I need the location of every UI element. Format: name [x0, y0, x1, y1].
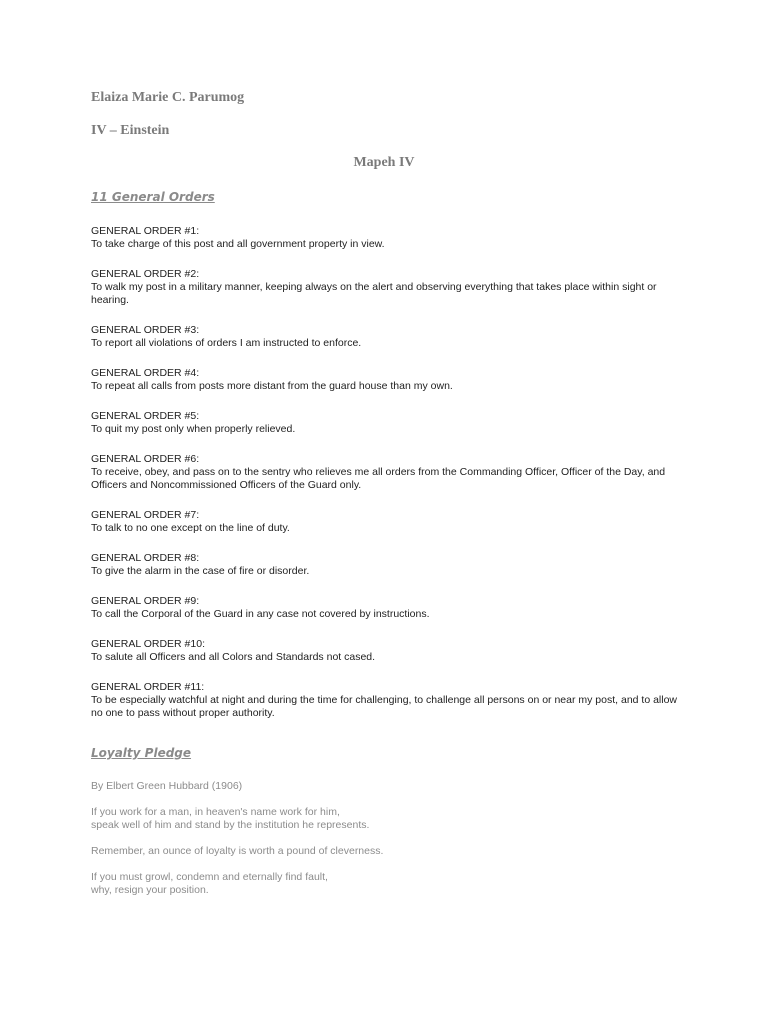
pledge-paragraph-3 — [91, 871, 681, 897]
order-title: GENERAL ORDER #9: — [91, 595, 200, 607]
general-order-10 — [91, 638, 681, 664]
order-text: To repeat all calls from posts more distant from the guard house than my own. — [91, 380, 453, 392]
order-title: GENERAL ORDER #8: — [91, 552, 200, 564]
order-title: GENERAL ORDER #1: — [91, 225, 200, 237]
general-order-5 — [91, 410, 681, 436]
order-text: To be especially watchful at night and during the time for challenging, to challenge all persons on or near my post, and to allow no one to pass without proper authority. — [91, 694, 678, 719]
pledge-paragraph-2: Remember, an ounce of loyalty is worth a pound of cleverness. — [91, 845, 384, 857]
order-title: GENERAL ORDER #6: — [91, 453, 200, 465]
pledge-line: If you work for a man, in heaven's name work for him, — [91, 806, 340, 818]
general-order-7 — [91, 509, 681, 535]
student-name: Elaiza Marie C. Parumog — [91, 90, 245, 105]
general-order-9 — [91, 595, 681, 621]
order-text: To salute all Officers and all Colors and Standards not cased. — [91, 651, 376, 663]
order-text: To receive, obey, and pass on to the sentry who relieves me all orders from the Commanding Officer, Officer of the Day, and Officers and Noncommissioned Officers of the Guard only. — [91, 466, 666, 491]
subject-title-text: Mapeh IV — [353, 155, 415, 170]
order-text: To take charge of this post and all government property in view. — [91, 238, 385, 250]
general-order-11 — [91, 681, 681, 720]
general-orders-list — [91, 225, 681, 737]
general-order-6 — [91, 453, 681, 492]
loyalty-pledge-heading: Loyalty Pledge — [91, 746, 192, 760]
general-order-8 — [91, 552, 681, 578]
loyalty-pledge-body — [91, 780, 681, 910]
order-text: To call the Corporal of the Guard in any case not covered by instructions. — [91, 608, 430, 620]
order-text: To talk to no one except on the line of duty. — [91, 522, 290, 534]
pledge-paragraph-1 — [91, 806, 681, 832]
order-title: GENERAL ORDER #2: — [91, 268, 200, 280]
general-orders-heading: 11 General Orders — [91, 190, 215, 204]
student-section: IV – Einstein — [91, 123, 170, 138]
order-title: GENERAL ORDER #10: — [91, 638, 205, 650]
pledge-line: If you must growl, condemn and eternally find fault, — [91, 871, 328, 883]
order-title: GENERAL ORDER #5: — [91, 410, 200, 422]
general-order-3 — [91, 324, 681, 350]
subject-title — [0, 155, 768, 171]
pledge-line: speak well of him and stand by the institution he represents. — [91, 819, 370, 831]
general-order-4 — [91, 367, 681, 393]
order-text: To quit my post only when properly relieved. — [91, 423, 296, 435]
general-order-2 — [91, 268, 681, 307]
order-title: GENERAL ORDER #3: — [91, 324, 200, 336]
order-title: GENERAL ORDER #7: — [91, 509, 200, 521]
order-title: GENERAL ORDER #4: — [91, 367, 200, 379]
order-title: GENERAL ORDER #11: — [91, 681, 205, 693]
order-text: To report all violations of orders I am instructed to enforce. — [91, 337, 362, 349]
pledge-byline: By Elbert Green Hubbard (1906) — [91, 780, 243, 792]
general-order-1 — [91, 225, 681, 251]
pledge-line: why, resign your position. — [91, 884, 209, 896]
order-text: To give the alarm in the case of fire or disorder. — [91, 565, 310, 577]
order-text: To walk my post in a military manner, keeping always on the alert and observing everything that takes place within sight or hearing. — [91, 281, 657, 306]
